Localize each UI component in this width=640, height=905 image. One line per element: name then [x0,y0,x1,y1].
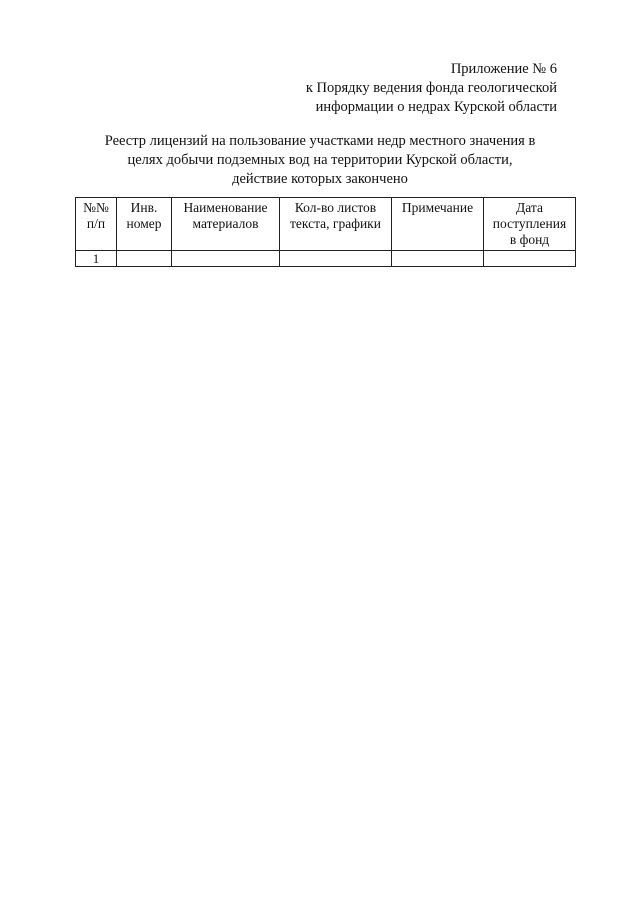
table-row [76,251,576,267]
header-text: в фонд [509,232,550,247]
header-text: Наименование [183,200,268,215]
appendix-reference-line-2: информации о недрах Курской области [315,99,557,115]
table-header-row [76,198,576,251]
title-line-2: целях добычи подземных вод на территории Курской области, [127,152,513,168]
column-header-date [484,198,576,251]
header-text: Инв. [130,200,158,215]
table-cell [172,251,280,267]
column-header-inventory [117,198,172,251]
header-text: поступления [492,216,567,231]
column-header-materials [172,198,280,251]
appendix-number: Приложение № 6 [450,61,557,77]
table-cell [117,251,172,267]
title-line-3: действие которых закончено [232,171,408,187]
registry-table [75,197,576,267]
header-text: п/п [86,216,106,231]
document-title [60,132,580,189]
column-header-number [76,198,117,251]
header-text: Примечание [401,200,474,215]
column-header-sheets [280,198,392,251]
table-cell [392,251,484,267]
table-cell: 1 [76,251,117,267]
table-cell [280,251,392,267]
appendix-reference-line-1: к Порядку ведения фонда геологической [305,80,557,96]
header-text: номер [126,216,162,231]
header-text: текста, графики [290,216,381,231]
column-header-notes [392,198,484,251]
header-text: Дата [516,200,543,215]
header-text: материалов [192,216,259,231]
appendix-header [157,60,557,117]
header-text: №№ [83,200,109,215]
table-cell [484,251,576,267]
title-line-1: Реестр лицензий на пользование участками недр местного значения в [104,133,536,149]
header-text: Кол-во листов [294,200,377,215]
